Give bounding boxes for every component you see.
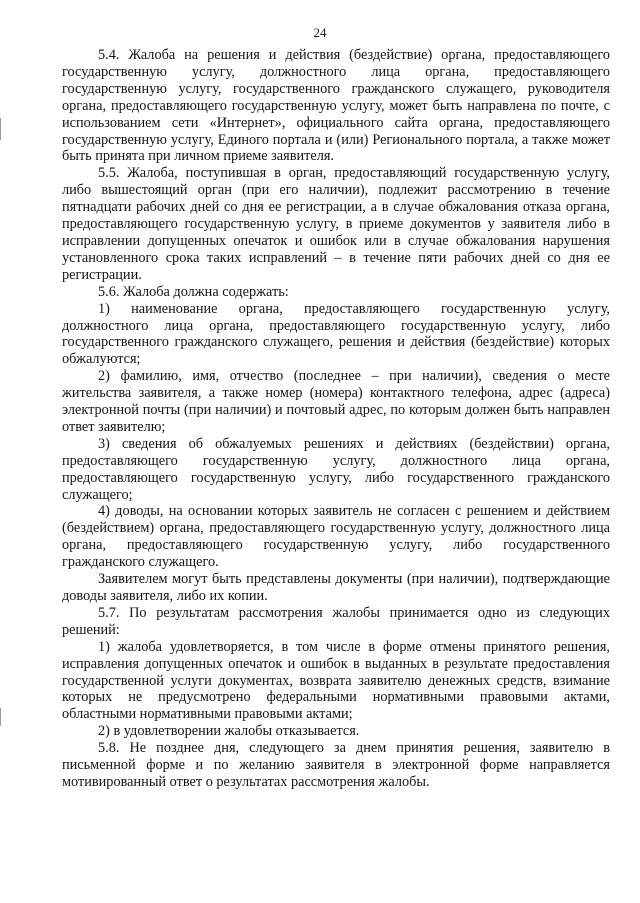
paragraph-5-7-item-1: 1) жалоба удовлетворяется, в том числе в форме отмены принятого решения, исправления допущенных опечаток и ошибок в выданных в результате предоставления государственной услуги документах, возврата заявителю денежных средств, взимание которых не предусмотрено федеральными нормативными правовыми актами, областными нормативными правовыми актами; [62,638,610,723]
paragraph-5-7-item-2: 2) в удовлетворении жалобы отказывается. [98,723,360,740]
paragraph-documents-note: Заявителем могут быть представлены документы (при наличии), подтверждающие доводы заявителя, либо их копии. [62,571,610,604]
document-body [62,47,610,791]
paragraph-5-6-item-4: 4) доводы, на основании которых заявитель не согласен с решением и действием (бездействием) органа, предоставляющего государственную услугу, должностного лица органа, предоставляющего государственную услугу, либо государственного гражданского служащего. [62,503,610,571]
paragraph-5-4: 5.4. Жалоба на решения и действия (бездействие) органа, предоставляющего государственную услугу, должностного лица органа, предоставляющего государственную услугу, государственного гражданского служащего, руководителя органа, предоставляющего государственную услугу, может быть направлена по почте, с использованием сети «Интернет», официального сайта органа, предоставляющего государственную услугу, Единого портала и (или) Регионального портала, а также может быть принята при личном приеме заявителя. [62,47,610,165]
paragraph-5-7: 5.7. По результатам рассмотрения жалобы принимается одно из следующих решений: [62,604,610,638]
paragraph-5-6: 5.6. Жалоба должна содержать: [98,283,289,300]
paragraph-5-6-item-3: 3) сведения об обжалуемых решениях и действиях (бездействии) органа, предоставляющего государственную услугу, должностного лица органа, предоставляющего государственную услугу, либо государственного гражданского служащего; [62,435,610,503]
paragraph-5-6-item-2: 2) фамилию, имя, отчество (последнее – при наличии), сведения о месте жительства заявителя, а также номер (номера) контактного телефона, адрес (адреса) электронной почты (при наличии) и почтовый адрес, по которым должен быть направлен ответ заявителю; [62,368,610,435]
paragraph-5-8: 5.8. Не позднее дня, следующего за днем принятия решения, заявителю в письменной форме и по желанию заявителя в электронной форме направляется мотивированный ответ о результатах рассмотрения жалобы. [62,740,610,790]
scan-edge-mark [0,118,1,140]
paragraph-5-6-item-1: 1) наименование органа, предоставляющего государственную услугу, должностного лица органа, предоставляющего государственную услугу, либо государственного гражданского служащего, решения и действия (бездействие) которых обжалуются; [62,300,610,368]
paragraph-5-5: 5.5. Жалоба, поступившая в орган, предоставляющий государственную услугу, либо вышестоящий орган (при его наличии), подлежит рассмотрению в течение пятнадцати рабочих дней со дня ее регистрации, а в случае обжалования отказа органа, предоставляющего государственную услугу, в приеме документов у заявителя либо в исправлении допущенных опечаток и ошибок или в случае обжалования нарушения установленного срока таких исправлений – в течение пяти рабочих дней со дня ее регистрации. [62,165,610,283]
scan-edge-mark [0,708,1,726]
page-number: 24 [313,25,327,40]
